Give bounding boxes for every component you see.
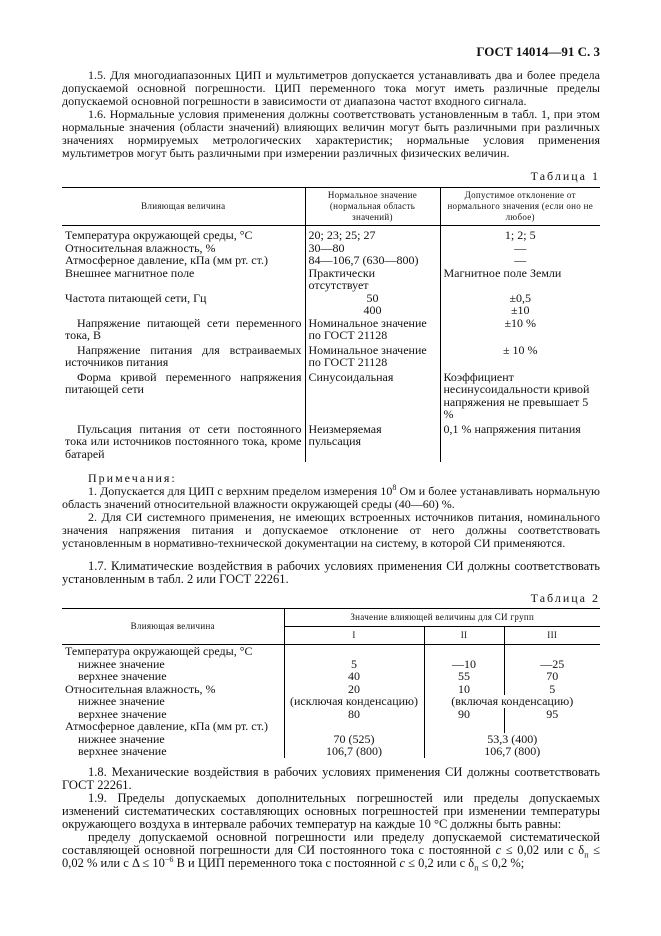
t2-cell: 106,7 (800) <box>424 745 600 758</box>
t2-cell: —25 <box>504 658 600 671</box>
t1-param <box>62 304 305 317</box>
table-2 <box>62 608 600 758</box>
t1-normal: 50 <box>305 292 440 305</box>
t2-param: Атмосферное давление, кПа (мм рт. ст.) <box>65 719 268 733</box>
table-row <box>62 344 600 371</box>
paragraph-1-6: 1.6. Нормальные условия применения должны соответствовать установленным в табл. 1, при этом нормальные значения (области значений) влияющих величин могут быть различными при различных значениях нормируемых метрологических характеристик; нормальные условия применения мультиметров могут быть различными при измерении различных физических величин. <box>62 107 600 160</box>
text: пределу допускаемой основной погрешности или пределу допускаемой систематической составляющей основной погрешности для СИ постоянного тока с постоянной <box>62 829 600 857</box>
table-row <box>62 371 600 423</box>
t2-header-param: Влияющая величина <box>62 609 284 645</box>
note-1-text-end: Ом и более устанавливать нормальную область значений относительной влажности окружающей среды (40—60) %. <box>62 484 601 511</box>
t1-normal: 400 <box>305 304 440 317</box>
table-1 <box>62 187 600 462</box>
note-1-exponent: 8 <box>392 483 397 492</box>
t2-param: Относительная влажность, % <box>65 681 216 696</box>
t2-cell: 80 <box>284 708 424 721</box>
t2-param: нижнее значение <box>78 694 165 708</box>
t2-group-iii: III <box>504 627 600 645</box>
t2-cell: 5 <box>284 658 424 671</box>
t1-deviation: Коэффициент несинусоидальности кривой напряжения не превышает 5 % <box>440 371 600 423</box>
t1-header-deviation: Допустимое отклонение от нормального значения (если оно не любое) <box>440 188 600 226</box>
t2-param: нижнее значение <box>78 731 165 746</box>
t2-cell: 70 (525) <box>284 733 424 746</box>
table-1-block <box>62 170 600 462</box>
t2-cell: 106,7 (800) <box>284 745 424 758</box>
table-row <box>62 745 600 758</box>
t1-normal: Номинальное значение по ГОСТ 21128 <box>305 317 440 344</box>
t1-param: Атмосферное давление, кПа (мм рт. ст.) <box>65 253 268 267</box>
t1-param: Температура окружающей среды, °С <box>65 228 253 242</box>
text: ≤ 0,02 или с δ <box>501 842 585 857</box>
t1-deviation: 1; 2; 5 <box>440 226 600 242</box>
t1-normal: 84—106,7 (630—800) <box>305 254 440 267</box>
t2-param: верхнее значение <box>78 744 167 758</box>
t1-normal: Практически отсутствует <box>305 267 440 292</box>
text: c <box>495 842 502 857</box>
t2-param: нижнее значение <box>78 656 165 671</box>
t1-normal: 20; 23; 25; 27 <box>305 226 440 242</box>
t2-cell: 55 <box>424 670 504 683</box>
note-2: 2. Для СИ системного применения, не имеющих встроенных источников питания, номинального значения напряжения питания и допускаемое отклонение от него должны соответствовать установленным в нормативно-технической документации на систему, в которой СИ применяются. <box>62 510 600 550</box>
t2-param: верхнее значение <box>78 669 167 683</box>
table-row <box>62 226 600 242</box>
t2-cell: (включая конденсацию) <box>424 695 600 708</box>
table-row <box>62 317 600 344</box>
notes-title: Примечания: <box>88 471 177 485</box>
page-header: ГОСТ 14014—91 С. 3 <box>476 44 600 59</box>
bottom-paragraphs <box>62 766 600 870</box>
t2-group-ii: II <box>424 627 504 645</box>
table-1-label: Таблица 1 <box>530 169 600 183</box>
notes <box>62 472 600 586</box>
note-1 <box>62 485 600 511</box>
t2-cell: 20 <box>284 683 424 696</box>
t2-cell: —10 <box>424 658 504 671</box>
t2-cell: 70 <box>504 670 600 683</box>
text: −6 <box>164 854 174 864</box>
table-row <box>62 267 600 292</box>
text: ≤ 0,02 % или с Δ ≤ 10 <box>62 842 600 870</box>
table-row <box>62 695 600 708</box>
t1-param: Относительная влажность, % <box>65 240 216 255</box>
table-2-label: Таблица 2 <box>530 591 600 605</box>
paragraph-1-9-item <box>62 831 600 870</box>
t2-cell: 5 <box>504 683 600 696</box>
paragraph-1-9: 1.9. Пределы допускаемых дополнительных погрешностей или пределы допускаемых изменений систематических составляющих основных погрешностей при изменении температуры окружающего воздуха в интервале рабочих температур на каждые 10 °С должны быть равны: <box>62 790 600 831</box>
text: п <box>584 850 589 859</box>
t2-param: верхнее значение <box>78 706 167 721</box>
top-paragraphs <box>62 69 600 160</box>
t1-deviation: ± 10 % <box>440 344 600 371</box>
t2-cell: 10 <box>424 683 504 696</box>
t2-cell: 40 <box>284 670 424 683</box>
paragraph-1-7: 1.7. Климатические воздействия в рабочих условиях применения СИ должны соответствовать установленным в табл. 2 или ГОСТ 22261. <box>62 559 600 586</box>
t1-param: Форма кривой переменного напряжения питающей сети <box>65 369 302 396</box>
t1-normal: Номинальное значение по ГОСТ 21128 <box>305 344 440 371</box>
t1-normal: Неизмеряемая пульсация <box>305 423 440 463</box>
t2-group-i: I <box>284 627 424 645</box>
text: В и ЦИП переменного тока с постоянной <box>173 855 400 870</box>
table-row <box>62 254 600 267</box>
t1-param: Пульсация питания от сети постоянного тока или источников постоянного тока, кроме батарей <box>65 421 302 461</box>
paragraph-1-5: 1.5. Для многодиапазонных ЦИП и мультиметров допускается устанавливать два и более предела допускаемой основной погрешности. ЦИП переменного тока могут иметь различные пределы допускаемой основной погрешности в зависимости от диапазона частот входного сигнала. <box>62 68 600 108</box>
t2-cell: 53,3 (400) <box>424 733 600 746</box>
t2-header-group: Значение влияющей величины для СИ групп <box>284 609 600 627</box>
t1-header-param: Влияющая величина <box>141 201 226 211</box>
t2-cell: (исключая конденсацию) <box>284 695 424 708</box>
t2-cell: 95 <box>504 708 600 721</box>
t1-deviation: — <box>440 242 600 255</box>
table-row <box>62 670 600 683</box>
t1-param: Внешнее магнитное поле <box>65 265 195 280</box>
paragraph-1-8: 1.8. Механические воздействия в рабочих условиях применения СИ должны соответствовать ГОСТ 22261. <box>62 764 600 792</box>
t1-param: Напряжение питающей сети переменного тока, В <box>65 315 302 342</box>
t1-param: Напряжение питания для встраиваемых источников питания <box>65 342 302 369</box>
t1-deviation: 0,1 % напряжения питания <box>440 423 600 463</box>
table-row <box>62 720 600 733</box>
t1-deviation: ±10 <box>440 304 600 317</box>
t1-deviation: ±10 % <box>440 317 600 344</box>
t1-deviation: — <box>440 254 600 267</box>
text: п <box>474 863 479 872</box>
text: c <box>399 855 406 870</box>
t1-normal: Синусоидальная <box>305 371 440 423</box>
note-1-text: 1. Допускается для ЦИП с верхним пределом измерения 10 <box>88 484 393 498</box>
text: ≤ 0,2 %; <box>478 855 525 870</box>
t2-param: Температура окружающей среды, °С <box>65 644 253 658</box>
t1-param: Частота питающей сети, Гц <box>65 290 207 305</box>
table-row <box>62 423 600 463</box>
table-row <box>62 645 600 658</box>
table-row <box>62 304 600 317</box>
t2-cell: 90 <box>424 708 504 721</box>
t1-deviation: ±0,5 <box>440 292 600 305</box>
table-2-block <box>62 592 600 758</box>
t1-header-normal: Нормальное значение (нормальная область значений) <box>305 188 440 226</box>
t1-normal: 30—80 <box>305 242 440 255</box>
t1-deviation: Магнитное поле Земли <box>440 267 600 292</box>
text: ≤ 0,2 или с δ <box>405 855 475 870</box>
